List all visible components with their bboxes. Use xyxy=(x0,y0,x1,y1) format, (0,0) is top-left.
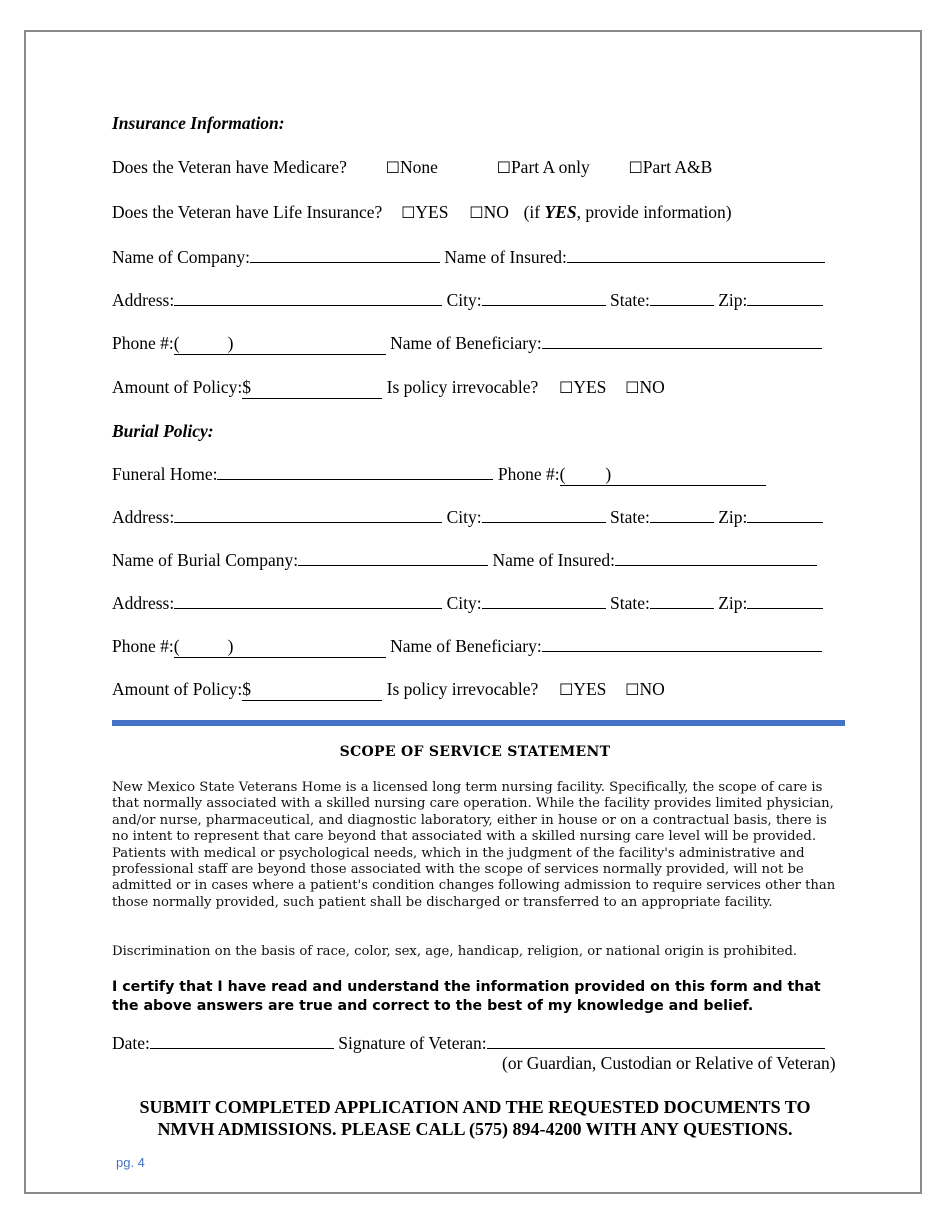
medicare-part-a-checkbox[interactable]: ☐Part A only xyxy=(496,157,590,177)
beneficiary-field[interactable] xyxy=(542,332,822,349)
state-field[interactable] xyxy=(650,289,714,306)
state-label: State: xyxy=(609,507,650,527)
submit-line-1: SUBMIT COMPLETED APPLICATION AND THE REQUESTED DOCUMENTS TO xyxy=(139,1097,811,1117)
life-yes-checkbox[interactable]: ☐YES xyxy=(401,202,449,222)
beneficiary-field[interactable] xyxy=(542,635,822,652)
signature-label: Signature of Veteran: xyxy=(338,1033,487,1053)
burial-company-field[interactable] xyxy=(298,549,488,566)
scope-title: SCOPE OF SERVICE STATEMENT xyxy=(339,744,611,760)
address-label: Address: xyxy=(112,593,175,613)
phone-label: Phone #: xyxy=(112,333,174,353)
phone-field[interactable]: ( ) xyxy=(174,635,386,658)
funeral-phone-label: Phone #: xyxy=(497,464,560,484)
burial-address-row xyxy=(112,506,823,528)
amount-field[interactable]: $ xyxy=(242,376,382,399)
life-insurance-row xyxy=(112,201,732,224)
medicare-question: Does the Veteran have Medicare? xyxy=(112,157,347,177)
submit-instructions xyxy=(112,1096,838,1140)
city-label: City: xyxy=(446,593,482,613)
funeral-home-label: Funeral Home: xyxy=(112,464,218,484)
medicare-none-checkbox[interactable]: ☐None xyxy=(385,157,438,177)
address-field[interactable] xyxy=(174,592,442,609)
page-number: pg. 4 xyxy=(116,1155,145,1170)
burial-phone-row xyxy=(112,635,822,658)
company-row xyxy=(112,246,825,268)
medicare-row xyxy=(112,156,712,179)
insurance-amount-row xyxy=(112,376,665,399)
submit-line-2: NMVH ADMISSIONS. PLEASE CALL (575) 894-4200 WITH ANY QUESTIONS. xyxy=(157,1119,793,1139)
state-label: State: xyxy=(609,593,650,613)
amount-label: Amount of Policy: xyxy=(112,377,243,397)
irrevocable-yes-checkbox[interactable]: ☐YES xyxy=(559,377,607,397)
address-field[interactable] xyxy=(174,289,442,306)
life-no-checkbox[interactable]: ☐NO xyxy=(469,202,509,222)
life-question: Does the Veteran have Life Insurance? xyxy=(112,202,383,222)
medicare-part-ab-checkbox[interactable]: ☐Part A&B xyxy=(628,157,713,177)
burial-header: Burial Policy: xyxy=(112,421,214,441)
company-field[interactable] xyxy=(250,246,440,263)
scope-body: New Mexico State Veterans Home is a licensed long term nursing facility. Specifically, the scope of care is that normally associated with a skilled nursing care operation. While the facility provides limited physician, and/or nurse, pharmaceutical, and diagnostic laboratory, either in house or on a contractual basis, there is no intent to represent that care beyond that associated with a skilled nursing care level will be provided. Patients with medical or psychological needs, which in the judgment of the facility's administrative and professional staff are beyond those associated with the scope of services normally provided, will not be admitted or in cases where a patient's condition changes following admission to require services other than those normally provided, such patient shall be discharged or transferred to an appropriate facility. xyxy=(112,780,836,910)
zip-label: Zip: xyxy=(718,290,748,310)
discrimination-statement: Discrimination on the basis of race, color, sex, age, handicap, religion, or national origin is prohibited. xyxy=(112,944,798,959)
zip-field[interactable] xyxy=(747,289,823,306)
address-label: Address: xyxy=(112,507,175,527)
state-field[interactable] xyxy=(650,506,714,523)
address-label: Address: xyxy=(112,290,175,310)
zip-field[interactable] xyxy=(747,506,823,523)
certification-statement: I certify that I have read and understand the information provided on this form and that the above answers are true and correct to the best of my knowledge and belief. xyxy=(112,979,821,1014)
burial-insured-field[interactable] xyxy=(615,549,817,566)
funeral-phone-field[interactable]: ( ) xyxy=(560,463,766,486)
zip-label: Zip: xyxy=(718,507,748,527)
company-label: Name of Company: xyxy=(112,247,251,267)
phone-label: Phone #: xyxy=(112,636,174,656)
guardian-note: (or Guardian, Custodian or Relative of Veteran) xyxy=(502,1053,836,1073)
irrevocable-no-checkbox[interactable]: ☐NO xyxy=(625,679,665,699)
insured-field[interactable] xyxy=(567,246,825,263)
insured-label: Name of Insured: xyxy=(444,247,567,267)
amount-field[interactable]: $ xyxy=(242,678,382,701)
zip-label: Zip: xyxy=(718,593,748,613)
phone-field[interactable]: ( ) xyxy=(174,332,386,355)
signature-row xyxy=(112,1032,825,1054)
date-field[interactable] xyxy=(150,1032,334,1049)
burial-amount-row xyxy=(112,678,665,701)
irrevocable-label: Is policy irrevocable? xyxy=(386,377,539,397)
insurance-address-row xyxy=(112,289,823,311)
city-field[interactable] xyxy=(482,592,606,609)
burial-insured-label: Name of Insured: xyxy=(492,550,615,570)
section-divider xyxy=(112,720,845,726)
zip-field[interactable] xyxy=(747,592,823,609)
city-label: City: xyxy=(446,290,482,310)
funeral-home-row xyxy=(112,463,766,486)
city-label: City: xyxy=(446,507,482,527)
address-field[interactable] xyxy=(174,506,442,523)
irrevocable-no-checkbox[interactable]: ☐NO xyxy=(625,377,665,397)
state-field[interactable] xyxy=(650,592,714,609)
insurance-phone-row xyxy=(112,332,822,355)
signature-field[interactable] xyxy=(487,1032,825,1049)
state-label: State: xyxy=(609,290,650,310)
irrevocable-label: Is policy irrevocable? xyxy=(386,679,539,699)
city-field[interactable] xyxy=(482,289,606,306)
date-label: Date: xyxy=(112,1033,150,1053)
city-field[interactable] xyxy=(482,506,606,523)
insurance-header: Insurance Information: xyxy=(112,113,285,133)
funeral-home-field[interactable] xyxy=(217,463,493,480)
burial-company-label: Name of Burial Company: xyxy=(112,550,299,570)
burial-company-row xyxy=(112,549,817,571)
life-note: (if YES, provide information) xyxy=(523,202,732,222)
irrevocable-yes-checkbox[interactable]: ☐YES xyxy=(559,679,607,699)
beneficiary-label: Name of Beneficiary: xyxy=(390,636,542,656)
burial-address2-row xyxy=(112,592,823,614)
amount-label: Amount of Policy: xyxy=(112,679,243,699)
beneficiary-label: Name of Beneficiary: xyxy=(390,333,542,353)
